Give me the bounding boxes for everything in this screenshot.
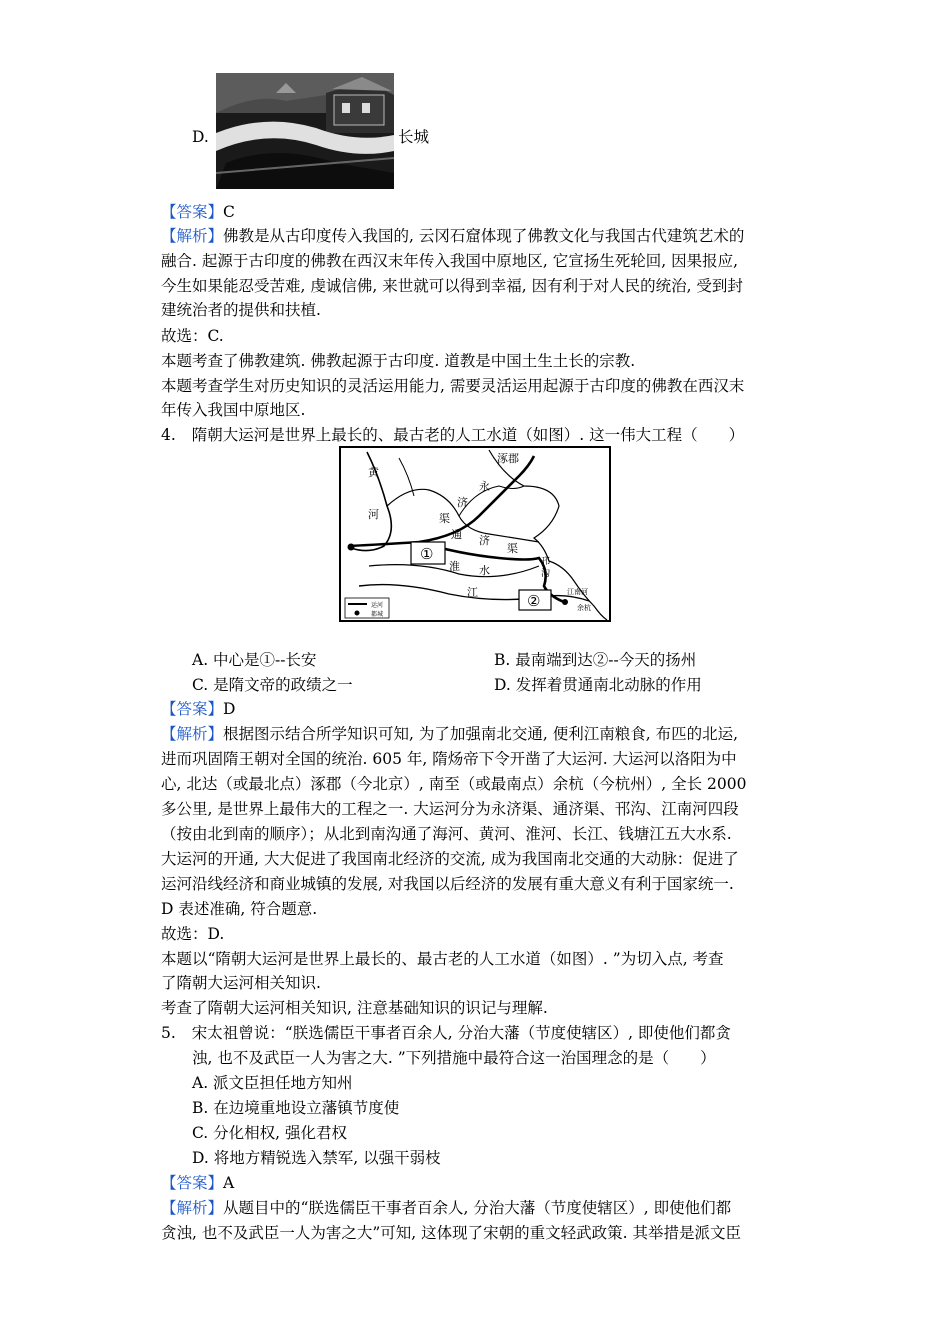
svg-text:济: 济 [457, 496, 468, 509]
q3-analysis-line-2: 融合. 起源于古印度的佛教在西汉末年传入我国中原地区, 它宣扬生死轮回, 因果报应, [161, 252, 738, 270]
svg-text:水: 水 [479, 564, 490, 577]
q4-option-a: A. 中心是①--长安 [192, 651, 317, 669]
svg-text:余杭: 余杭 [577, 604, 591, 612]
q4-analysis-line-1: 【解析】根据图示结合所学知识可知, 为了加强南北交通, 便利江南粮食, 布匹的北运, [161, 725, 739, 743]
q4-analysis-line-8: D 表述准确, 符合题意. [161, 900, 318, 918]
q3-note-1: 本题考查了佛教建筑. 佛教起源于古印度. 道教是中国土生土长的宗教. [161, 352, 636, 370]
q4-analysis-line-2: 进而巩固隋王朝对全国的统治. 605 年, 隋炀帝下令开凿了大运河. 大运河以洛阳为中 [161, 750, 737, 768]
q4-option-b: B. 最南端到达②--今天的扬州 [494, 651, 697, 669]
q5-option-c: C. 分化相权, 强化君权 [192, 1124, 348, 1142]
svg-text:通: 通 [451, 528, 462, 541]
q4-analysis-line-6: 大运河的开通, 大大促进了我国南北经济的交流, 成为我国南北交通的大动脉：促进了 [161, 850, 739, 868]
q4-analysis-line-3: 心, 北达（或最北点）涿郡（今北京）, 南至（或最南点）余杭（今杭州）, 全长 2000 [161, 775, 747, 793]
q4-option-d: D. 发挥着贯通南北动脉的作用 [494, 676, 702, 694]
svg-text:①: ① [420, 545, 434, 563]
svg-text:邗: 邗 [541, 557, 551, 567]
great-wall-photo [216, 73, 394, 189]
q5-option-a: A. 派文臣担任地方知州 [192, 1074, 353, 1092]
q4-analysis-line-4: 多公里, 是世界上最伟大的工程之一. 大运河分为永济渠、通济渠、邗沟、江南河四段 [161, 800, 739, 818]
q5-stem-line-1: 5. 宋太祖曾说：“朕选儒臣干事者百余人, 分治大藩（节度使辖区）, 即使他们都贪 [161, 1024, 731, 1042]
q5-option-d: D. 将地方精锐选入禁军, 以强干弱枝 [192, 1149, 441, 1167]
q3-analysis-line-4: 建统治者的提供和扶植. [161, 301, 321, 319]
svg-text:江南河: 江南河 [567, 588, 588, 596]
q3-note-3: 年传入我国中原地区. [161, 401, 306, 419]
svg-text:永: 永 [479, 480, 490, 493]
q5-option-b: B. 在边境重地设立藩镇节度使 [192, 1099, 400, 1117]
svg-text:淮: 淮 [449, 560, 460, 573]
q5-answer: 【答案】A [161, 1174, 235, 1192]
svg-text:河: 河 [368, 508, 379, 521]
q3-option-d-prefix: D. [192, 128, 209, 146]
q4-note-3: 考查了隋朝大运河相关知识, 注意基础知识的识记与理解. [161, 999, 548, 1017]
q4-note-2: 了隋朝大运河相关知识. [161, 974, 321, 992]
svg-text:济: 济 [479, 534, 490, 547]
svg-text:沟: 沟 [541, 569, 551, 579]
q4-option-c: C. 是隋文帝的政绩之一 [192, 676, 353, 694]
q4-stem: 4. 隋朝大运河是世界上最长的、最古老的人工水道（如图）. 这一伟大工程（ ） [161, 426, 745, 444]
q4-analysis-line-5: （按由北到南的顺序）；从北到南沟通了海河、黄河、淮河、长江、钱塘江五大水系. [161, 825, 732, 843]
svg-text:黄: 黄 [368, 466, 379, 479]
svg-text:涿郡: 涿郡 [497, 452, 519, 465]
q3-option-d-label: 长城 [398, 128, 430, 146]
q3-choice: 故选：C. [161, 327, 224, 345]
q4-answer: 【答案】D [161, 700, 236, 718]
svg-text:渠: 渠 [439, 512, 450, 525]
q3-analysis-line-1: 【解析】佛教是从古印度传入我国的, 云冈石窟体现了佛教文化与我国古代建筑艺术的 [161, 227, 745, 245]
svg-text:②: ② [527, 592, 541, 610]
svg-text:都城: 都城 [371, 611, 384, 618]
q4-analysis-line-7: 运河沿线经济和商业城镇的发展, 对我国以后经济的发展有重大意义有利于国家统一. [161, 875, 734, 893]
q3-answer: 【答案】C [161, 203, 235, 221]
q4-choice: 故选：D. [161, 925, 225, 943]
q3-note-2: 本题考查学生对历史知识的灵活运用能力, 需要灵活运用起源于古印度的佛教在西汉末 [161, 377, 745, 395]
q3-analysis-line-3: 今生如果能忍受苦难, 虔诚信佛, 来世就可以得到幸福, 因有利于对人民的统治, 受到封 [161, 277, 743, 295]
q5-stem-line-2: 浊, 也不及武臣一人为害之大. ”下列措施中最符合这一治国理念的是（ ） [192, 1049, 716, 1067]
svg-text:运河: 运河 [371, 602, 384, 609]
q5-analysis-line-1: 【解析】从题目中的“朕选儒臣干事者百余人, 分治大藩（节度使辖区）, 即使他们都 [161, 1199, 732, 1217]
svg-text:渠: 渠 [507, 542, 518, 555]
grand-canal-map [339, 446, 611, 622]
q4-note-1: 本题以“隋朝大运河是世界上最长的、最古老的人工水道（如图）. ”为切入点, 考查 [161, 950, 724, 968]
q5-analysis-line-2: 贪浊, 也不及武臣一人为害之大”可知, 这体现了宋朝的重文轻武政策. 其举措是派文臣 [161, 1224, 741, 1242]
svg-text:江: 江 [467, 586, 478, 599]
